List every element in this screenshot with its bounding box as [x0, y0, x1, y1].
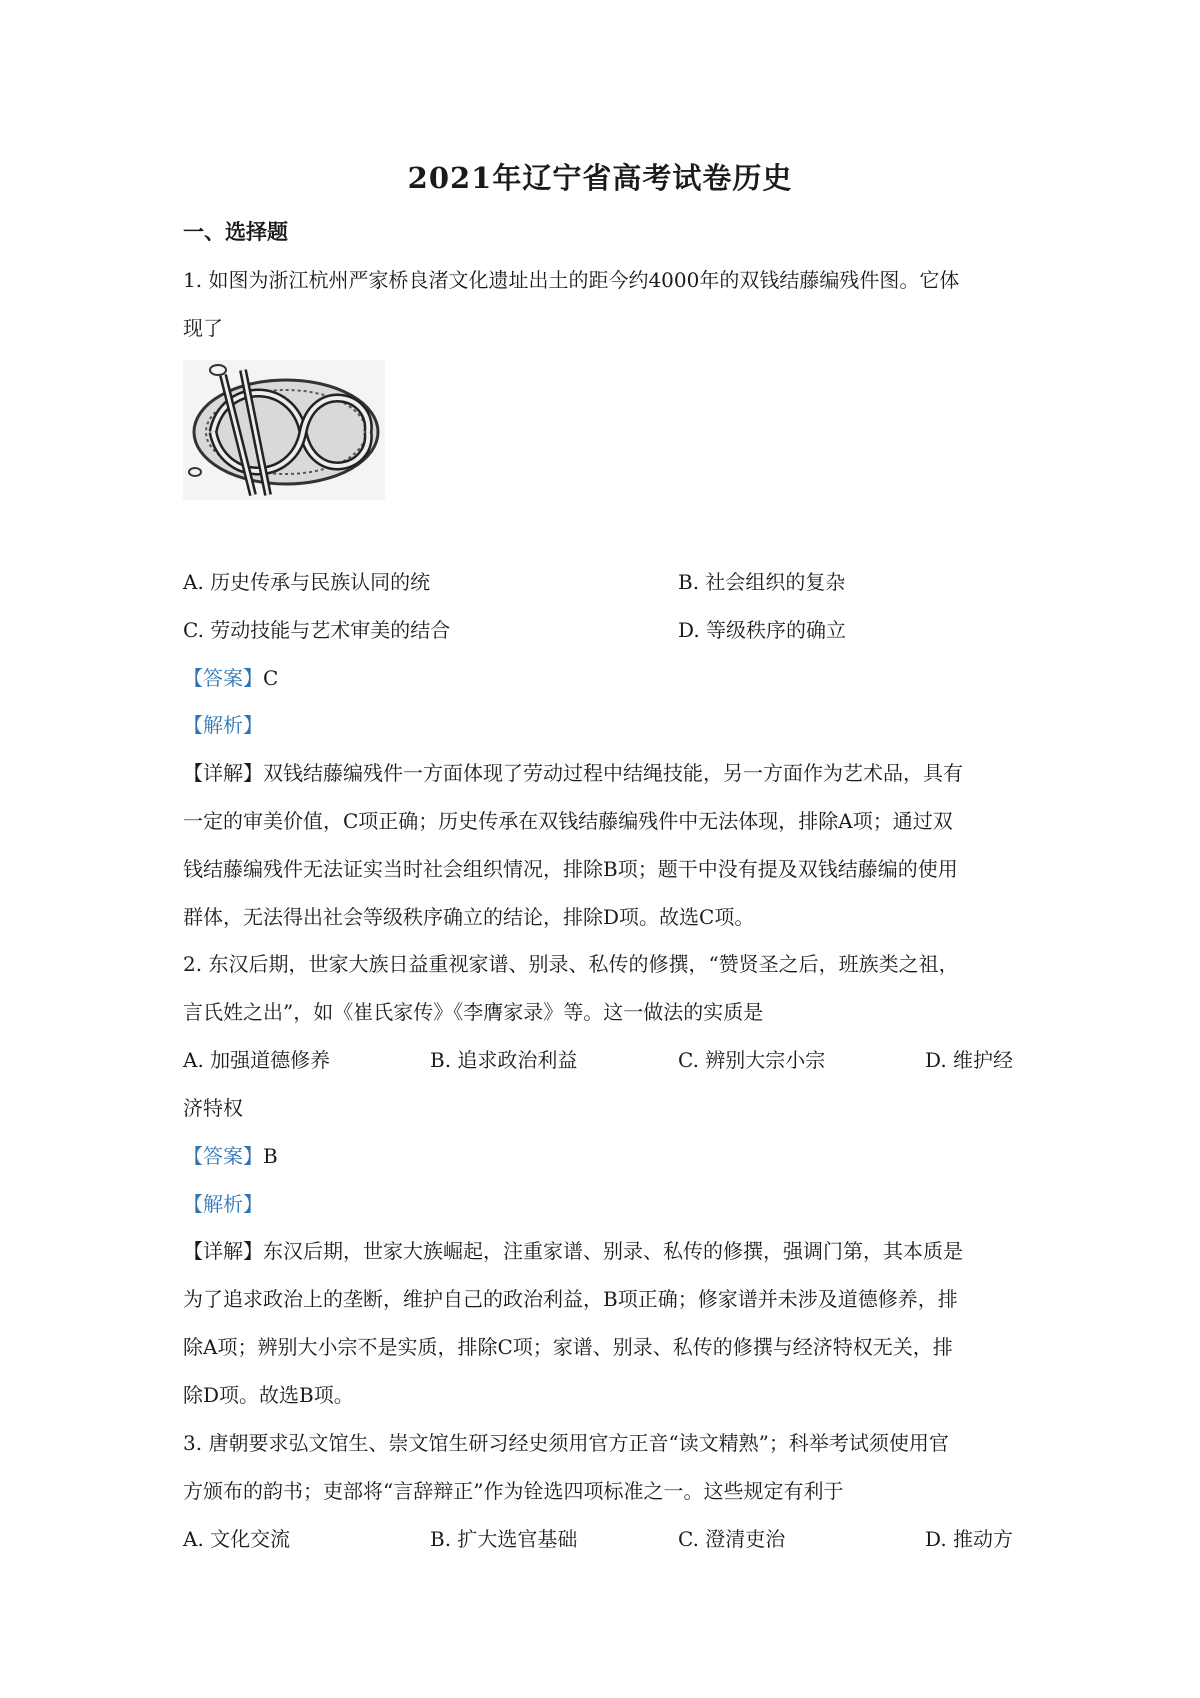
- q1-stem-line1: 1. 如图为浙江杭州严家桥良渚文化遗址出土的距今约4000年的双钱结藤编残件图。它体: [183, 268, 960, 292]
- q1-option-c: C. 劳动技能与艺术审美的结合: [183, 618, 451, 642]
- q1-stem-line2: 现了: [183, 316, 223, 340]
- q2-analysis-tag: 【解析】: [183, 1192, 263, 1216]
- q2-stem-line2: 言氏姓之出”，如《崔氏家传》《李膺家录》等。这一做法的实质是: [183, 1000, 764, 1024]
- q1-option-b: B. 社会组织的复杂: [678, 570, 846, 594]
- q1-detail-line4: 群体，无法得出社会等级秩序确立的结论，排除D项。故选C项。: [183, 905, 755, 929]
- q2-stem-line1: 2. 东汉后期，世家大族日益重视家谱、别录、私传的修撰，“赞贤圣之后，班族类之祖，: [183, 952, 959, 976]
- q1-answer: [183, 664, 1023, 692]
- q2-option-b: B. 追求政治利益: [430, 1048, 578, 1072]
- q1-detail-line1: 【详解】双钱结藤编残件一方面体现了劳动过程中结绳技能，另一方面作为艺术品，具有: [183, 761, 963, 785]
- q3-option-b: B. 扩大选官基础: [430, 1527, 578, 1551]
- answer-tag: 【答案】: [183, 1144, 263, 1168]
- q3-option-c: C. 澄清吏治: [678, 1527, 786, 1551]
- q1-detail-line3: 钱结藤编残件无法证实当时社会组织情况，排除B项；题干中没有提及双钱结藤编的使用: [183, 857, 958, 881]
- q2-option-a: A. 加强道德修养: [183, 1048, 331, 1072]
- section-heading: 一、选择题: [183, 219, 288, 244]
- q2-answer: [183, 1142, 1023, 1170]
- q2-option-d-continued: 济特权: [183, 1096, 243, 1120]
- q2-option-c: C. 辨别大宗小宗: [678, 1048, 826, 1072]
- q3-stem-line2: 方颁布的韵书；吏部将“言辞辩正”作为铨选四项标准之一。这些规定有利于: [183, 1479, 844, 1503]
- q3-option-d: D. 推动方: [925, 1527, 1014, 1551]
- answer-value: C: [263, 666, 279, 690]
- q1-detail-line2: 一定的审美价值，C项正确；历史传承在双钱结藤编残件中无法体现，排除A项；通过双: [183, 809, 953, 833]
- q3-option-a: A. 文化交流: [183, 1527, 291, 1551]
- q2-detail-line1: 【详解】东汉后期，世家大族崛起，注重家谱、别录、私传的修撰，强调门第，其本质是: [183, 1239, 963, 1263]
- answer-value: B: [263, 1144, 278, 1168]
- q2-detail-line3: 除A项；辨别大小宗不是实质，排除C项；家谱、别录、私传的修撰与经济特权无关，排: [183, 1335, 953, 1359]
- q1-option-a: A. 历史传承与民族认同的统: [183, 570, 431, 594]
- q2-detail-line2: 为了追求政治上的垄断，维护自己的政治利益，B项正确；修家谱并未涉及道德修养，排: [183, 1287, 958, 1311]
- answer-tag: 【答案】: [183, 666, 263, 690]
- double-coin-knot-figure: [183, 360, 385, 500]
- q3-stem-line1: 3. 唐朝要求弘文馆生、崇文馆生研习经史须用官方正音“读文精熟”；科举考试须使用官: [183, 1431, 949, 1455]
- q2-option-d: D. 维护经: [925, 1048, 1014, 1072]
- q1-option-d: D. 等级秩序的确立: [678, 618, 847, 642]
- q1-analysis-tag: 【解析】: [183, 713, 263, 737]
- q2-detail-line4: 除D项。故选B项。: [183, 1383, 354, 1407]
- page-title: 2021年辽宁省高考试卷历史: [407, 161, 793, 195]
